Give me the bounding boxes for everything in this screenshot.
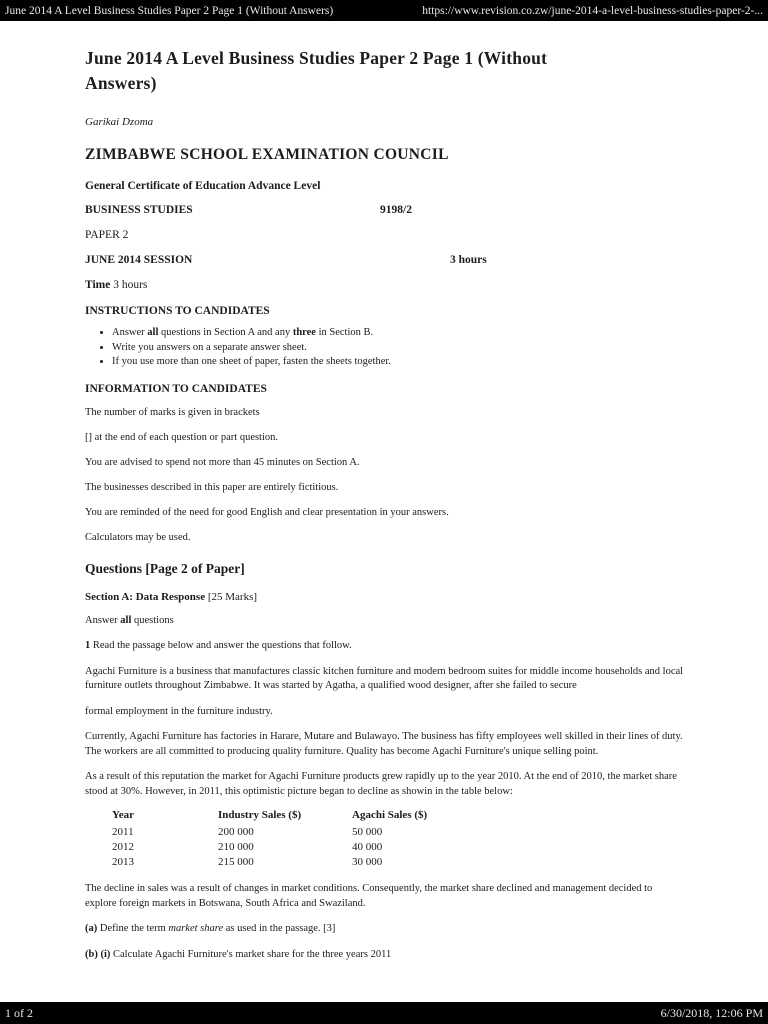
info-paragraph: You are advised to spend not more than 45 minutes on Section A. bbox=[85, 456, 360, 468]
subject-row bbox=[85, 204, 686, 217]
table-cell-year: 2012 bbox=[112, 841, 134, 853]
table-header-agachi-sales: Agachi Sales ($) bbox=[352, 809, 428, 821]
instructions-list bbox=[85, 326, 686, 370]
table-cell-industry: 210 000 bbox=[218, 841, 254, 853]
table-row bbox=[112, 826, 492, 841]
question-b bbox=[85, 948, 686, 963]
certificate-line: General Certificate of Education Advance Level bbox=[85, 180, 321, 192]
information-heading: INFORMATION TO CANDIDATES bbox=[85, 382, 267, 395]
page-number: 1 of 2 bbox=[5, 1005, 33, 1020]
time-value: 3 hours bbox=[110, 279, 148, 291]
info-paragraph: The businesses described in this paper are entirely fictitious. bbox=[85, 481, 339, 493]
section-a-marks: [25 Marks] bbox=[205, 590, 258, 603]
info-paragraph: [] at the end of each question or part question. bbox=[85, 431, 279, 443]
answer-all-post: questions bbox=[131, 614, 174, 626]
info-paragraph: You are reminded of the need for good English and clear presentation in your answers. bbox=[85, 506, 449, 518]
instruction-item: • Write you answers on a separate answer sheet. bbox=[112, 341, 686, 356]
table-row bbox=[112, 841, 492, 856]
passage-paragraph: Currently, Agachi Furniture has factories in Harare, Mutare and Bulawayo. The business has fifty employees well skilled in their lines of duty. The workers are all committed to producing quality furniture. Quality has become Agachi Furniture's unique selling point. bbox=[85, 731, 683, 757]
instruction-text: Answer bbox=[112, 327, 148, 338]
duration-label: 3 hours bbox=[450, 254, 487, 266]
instruction-item: • If you use more than one sheet of paper, fasten the sheets together. bbox=[112, 355, 686, 370]
sales-table bbox=[112, 809, 492, 871]
question-b-text: Calculate Agachi Furniture's market share for the three years 2011 bbox=[110, 948, 392, 960]
time-row bbox=[85, 279, 686, 292]
section-a-title: Section A: Data Response bbox=[85, 590, 206, 603]
session-label: JUNE 2014 SESSION bbox=[85, 254, 193, 266]
author-byline: Garikai Dzoma bbox=[85, 116, 154, 128]
instruction-text: questions in Section A and any bbox=[158, 327, 293, 338]
print-footer bbox=[0, 1002, 768, 1024]
table-row bbox=[112, 856, 492, 871]
question-1-text: Read the passage below and answer the questions that follow. bbox=[90, 640, 352, 651]
print-header-url: https://www.revision.co.zw/june-2014-a-level-business-studies-paper-2-... bbox=[422, 4, 763, 17]
question-1-intro bbox=[85, 639, 686, 654]
paper-label: PAPER 2 bbox=[85, 229, 129, 241]
after-table-paragraph: The decline in sales was a result of changes in market conditions. Consequently, the market share declined and management decided to explore foreign markets in Botswana, South Africa and Swaziland. bbox=[85, 883, 653, 909]
document-page bbox=[85, 21, 686, 962]
table-header-row bbox=[112, 809, 492, 826]
instruction-bold: three bbox=[292, 327, 316, 338]
time-label: Time bbox=[85, 279, 111, 291]
table-cell-agachi: 30 000 bbox=[352, 856, 383, 868]
question-a-marks: as used in the passage. [3] bbox=[223, 923, 336, 934]
subject-label: BUSINESS STUDIES bbox=[85, 204, 193, 216]
table-cell-agachi: 50 000 bbox=[352, 826, 383, 838]
question-b-label: (b) (i) bbox=[85, 948, 111, 960]
question-a-text: Define the term bbox=[97, 923, 169, 934]
instruction-text: in Section B. bbox=[315, 327, 374, 338]
table-cell-industry: 215 000 bbox=[218, 856, 254, 868]
print-header-title: June 2014 A Level Business Studies Paper 2 Page 1 (Without Answers) bbox=[5, 4, 334, 17]
paper-code: 9198/2 bbox=[380, 204, 412, 216]
answer-all-line bbox=[85, 614, 686, 629]
table-header-industry-sales: Industry Sales ($) bbox=[218, 809, 302, 821]
questions-heading: Questions [Page 2 of Paper] bbox=[85, 560, 245, 576]
info-paragraph: Calculators may be used. bbox=[85, 531, 191, 543]
answer-all-bold: all bbox=[120, 614, 132, 626]
answer-all-pre: Answer bbox=[85, 614, 121, 626]
council-heading: ZIMBABWE SCHOOL EXAMINATION COUNCIL bbox=[85, 146, 449, 163]
instruction-bold: all bbox=[147, 327, 159, 338]
table-cell-industry: 200 000 bbox=[218, 826, 254, 838]
table-cell-year: 2011 bbox=[112, 826, 134, 838]
question-a-term: market share bbox=[168, 923, 224, 934]
timestamp: 6/30/2018, 12:06 PM bbox=[660, 1005, 763, 1020]
question-a-label: (a) bbox=[85, 923, 98, 934]
passage-paragraph: formal employment in the furniture industry. bbox=[85, 705, 273, 717]
section-a-heading bbox=[85, 591, 686, 603]
question-1-number: 1 bbox=[85, 640, 91, 651]
instructions-heading: INSTRUCTIONS TO CANDIDATES bbox=[85, 305, 270, 317]
print-header bbox=[0, 0, 768, 21]
passage-paragraph: Agachi Furniture is a business that manufactures classic kitchen furniture and modern bedroom suites for middle income households and local furniture outlets throughout Zimbabwe. It was started by Agatha, a qualified wood designer, after she failed to secure bbox=[85, 665, 684, 691]
info-paragraph: The number of marks is given in brackets bbox=[85, 406, 260, 418]
table-cell-agachi: 40 000 bbox=[352, 841, 383, 853]
table-header-year: Year bbox=[112, 809, 134, 821]
table-cell-year: 2013 bbox=[112, 856, 134, 868]
passage-paragraph: As a result of this reputation the market for Agachi Furniture products grew rapidly up to the year 2010. At the end of 2010, the market share stood at 30%. However, in 2011, this optimistic picture began to decline as showin in the table below: bbox=[85, 771, 677, 797]
session-row bbox=[85, 254, 686, 267]
paper-row bbox=[85, 229, 686, 242]
question-a bbox=[85, 922, 686, 937]
instruction-item bbox=[112, 326, 686, 341]
page-title: June 2014 A Level Business Studies Paper 2 Page 1 (Without Answers) bbox=[85, 48, 548, 93]
